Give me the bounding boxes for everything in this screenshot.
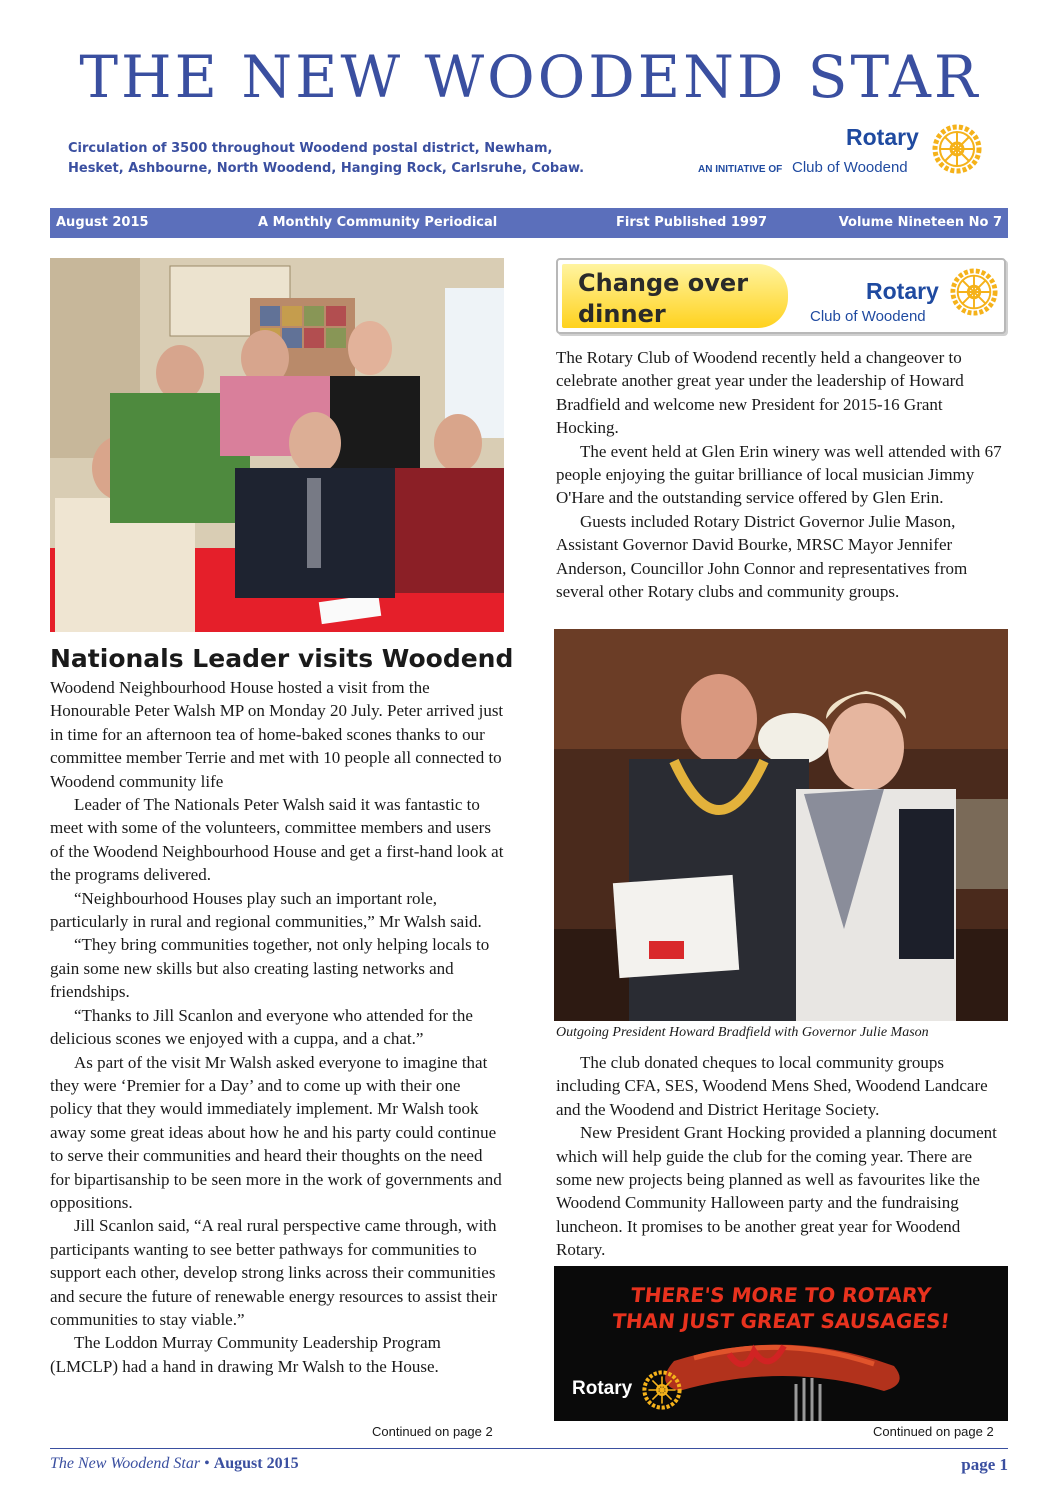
footer-separator: • [200,1455,214,1472]
rotary-wheel-icon [950,268,998,316]
box-rotary-club: Club of Woodend [810,308,926,325]
right-paragraph: Guests included Rotary District Governor Julie Mason, Assistant Governor David Bourke, MRSC Mayor Jennifer Anderson, Councillor John Connor and representatives from several other Rotary clubs and community groups. [556,511,968,602]
rotary-wheel-icon [642,1370,682,1410]
left-paragraph: Leader of The Nationals Peter Walsh said it was fantastic to meet with some of the volunteers, committee members and users of the Woodend Neighbourhood House and get a first-hand look at the programs delivered. [50,795,504,885]
change-over-title-line-2: dinner [578,300,666,328]
article-headline: Nationals Leader visits Woodend [50,644,514,673]
footer-paper-name: The New Woodend Star [50,1455,201,1472]
left-paragraph: “Thanks to Jill Scanlon and everyone who attended for the delicious scones we enjoyed with a cuppa, and a chat.” [50,1005,473,1049]
masthead-title: THE NEW WOODEND STAR [79,43,981,111]
footer-date: August 2015 [213,1455,299,1472]
right-continued-note[interactable]: Continued on page 2 [873,1424,994,1439]
ad-headline-line-2: THAN JUST GREAT SAUSAGES! [611,1309,951,1333]
left-paragraph: “They bring communities together, not only helping locals to gain some new skills but also creating lasting networks and friendships. [50,935,490,1002]
left-paragraph: “Neighbourhood Houses play such an important role, particularly in rural and regional communities,” Mr Walsh said. [50,888,482,932]
ad-headline-line-1: THERE'S MORE TO ROTARY [629,1283,933,1307]
left-paragraph: Jill Scanlon said, “A real rural perspective came through, with participants wanting to see better pathways for communities to support each other, develop strong links across their communities and secure the future of renewable energy resources to assist their communities to stay viable.” [50,1216,498,1329]
circulation-line-2: Hesket, Ashbourne, North Woodend, Hanging Rock, Carlsruhe, Cobaw. [68,161,585,176]
change-over-banner [562,264,788,328]
first-published: First Published 1997 [616,215,768,230]
change-over-title [578,268,748,330]
rotary-sausage-ad[interactable] [554,1266,1008,1421]
right-article-body-top [556,346,1008,603]
right-paragraph: New President Grant Hocking provided a planning document which will help guide the club for the coming year. There are some new projects being planned as well as favourites like the Woodend Community Halloween party and the fundraising luncheon. It promises to be another great year for Woodend Rotary. [556,1123,997,1260]
page-number: page 1 [961,1455,1008,1474]
circulation-note [68,139,628,179]
change-over-title-line-1: Change over [578,269,749,297]
rotary-initiative-label: AN INITIATIVE OF [698,164,783,175]
ad-rotary-word: Rotary [572,1378,633,1399]
left-continued-note[interactable]: Continued on page 2 [372,1424,493,1439]
left-paragraph: As part of the visit Mr Walsh asked everyone to imagine that they were ‘Premier for a Day’ and to come up with their one policy that they would immediately implement. Mr Walsh took away some great ideas about how he and his party could continue to serve their communities and heard their thoughts on the need for bipartisanship to be seen more in the work of governments and oppositions. [50,1052,502,1212]
group-photo [50,258,504,632]
right-article-body-bottom [556,1051,1008,1262]
circulation-line-1: Circulation of 3500 throughout Woodend postal district, Newham, [68,141,553,156]
footer-divider [50,1448,1008,1449]
change-over-header-box [556,258,1006,334]
left-paragraph: Woodend Neighbourhood House hosted a visit from the Honourable Peter Walsh MP on Monday 20 July. Peter arrived just in time for an afternoon tea of home-baked scones thanks to our committee member Terrie and met with 10 people all connected to Woodend community life [50,678,504,791]
rotary-photo [554,629,1008,1021]
rotary-club-name: Club of Woodend [792,159,908,176]
volume-number: Volume Nineteen No 7 [838,215,1002,230]
periodical-type: A Monthly Community Periodical [258,215,498,230]
box-rotary-word: Rotary [866,278,939,304]
rotary-logo [696,124,996,180]
right-paragraph: The club donated cheques to local community groups including CFA, SES, Woodend Mens Shed, Woodend Landcare and the Woodend and District Heritage Society. [556,1053,988,1119]
footer-publication [50,1455,299,1473]
photo-caption: Outgoing President Howard Bradfield with Governor Julie Mason [556,1025,929,1040]
left-article-body [50,676,506,1378]
info-bar [50,208,1008,238]
rotary-logo-word: Rotary [846,124,919,150]
left-paragraph: The Loddon Murray Community Leadership Program (LMCLP) had a hand in drawing Mr Walsh to the House. [50,1333,441,1376]
issue-date: August 2015 [56,215,149,230]
right-paragraph: The Rotary Club of Woodend recently held a changeover to celebrate another great year under the leadership of Howard Bradfield and welcome new President for 2015-16 Grant Hocking. [556,348,964,438]
rotary-wheel-icon [932,124,982,174]
right-paragraph: The event held at Glen Erin winery was well attended with 67 people enjoying the guitar brilliance of local musician Jimmy O'Hare and the outstanding service offered by Glen Erin. [556,441,1002,508]
